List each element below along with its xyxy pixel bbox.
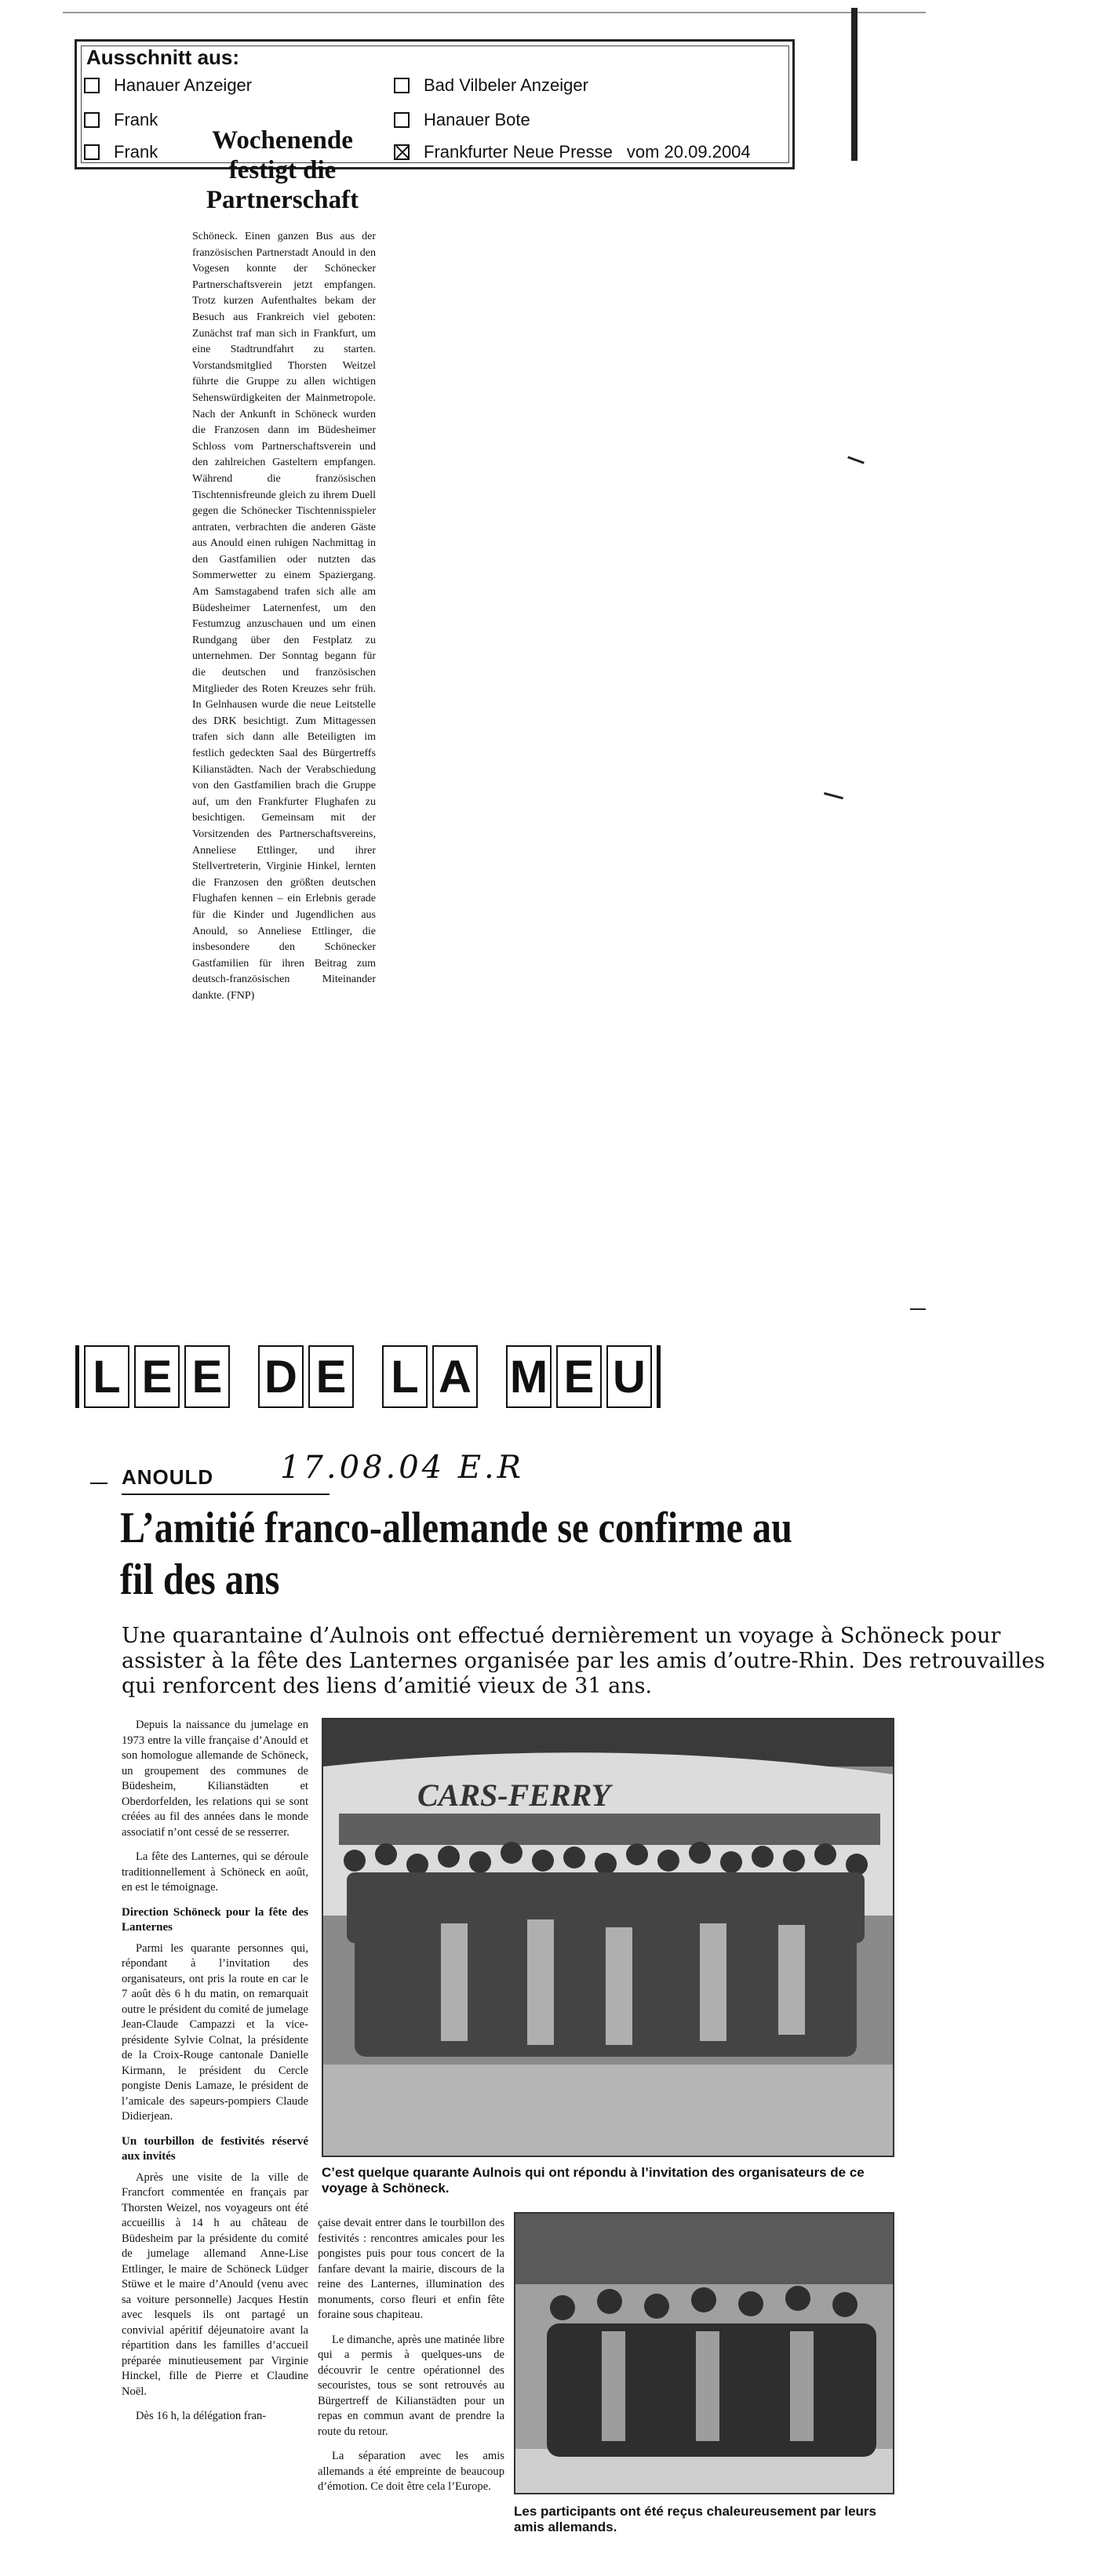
subheading: Un tourbillon de festivités réservé aux invités [122,2134,308,2163]
article2-column-1 [122,1718,308,2434]
masthead-word [382,1345,478,1408]
source-option [84,110,158,130]
scan-edge-mark [851,8,858,161]
source-label: Bad Vilbeler Anzeiger [424,75,588,95]
bus-sign: CARS-FERRY [417,1777,611,1813]
checkbox-icon [84,112,100,128]
paragraph: La fête des Lanternes, qui se déroule traditionnellement à Schöneck en août, en est le témoignage. [122,1850,308,1894]
masthead-letter: M [506,1345,552,1408]
participants-photo-illustration [515,2214,893,2493]
masthead-word [75,1345,230,1408]
paragraph: La séparation avec les amis allemands a été empreinte de beaucoup d’émotion. Ce doit être cela l’Europe. [318,2450,504,2493]
checkbox-icon [394,112,410,128]
participants-photo [514,2212,894,2494]
section-label: ANOULD [122,1465,214,1489]
masthead-letter: E [184,1345,230,1408]
handwritten-date: 17.08.04 E.R [280,1450,524,1486]
article2-column-2 [318,2216,504,2505]
source-label: Hanauer Anzeiger [114,75,253,95]
masthead-letter: E [134,1345,180,1408]
masthead-letter: E [556,1345,602,1408]
article1-body: Schöneck. Einen ganzen Bus aus der französischen Partnerstadt Anould in den Vogesen konnte der Schönecker Partnerschaftsverein jetzt empfangen. Trotz kurzen Aufenthaltes bekam der Besuch aus Frankreich viel geboten: Zunächst traf man sich in Frankfurt, um eine Stadtrundfahrt zu starten. Vorstandsmitglied Thorsten Weitzel führte die Gruppe zu allen wichtigen Sehenswürdigkeiten der Mainmetropole. Nach der Ankunft in Schöneck wurden die Franzosen dann im Büdesheimer Schloss vom Partnerschaftsverein und den zahlreichen Gasteltern empfangen. Während die französischen Tischtennisfreunde gleich zu ihrem Duell gegen die Schönecker Tischtennisspieler antraten, verbrachten die anderen Gäste aus Anould einen ruhigen Nachmittag in den Gastfamilien oder nutzten das Sommerwetter zu einem Spaziergang. Am Samstagabend trafen sich alle am Büdesheimer Laternenfest, um den Festumzug anzuschauen und um einen Rundgang über den Festplatz zu unternehmen. Der Sonntag begann für die deutschen und französischen Mitglieder des Roten Kreuzes sehr früh. In Gelnhausen wurde die neue Leitstelle des DRK besichtigt. Zum Mittagessen trafen sich dann alle Beteiligten im festlich gedeckten Saal des Bürgertreffs Kilianstädten. Nach der Verabschiedung von den Gastfamilien brach die Gruppe auf, um den Frankfurter Flughafen zu besichtigen. Gemeinsam mit der Vorsitzenden des Partnerschaftsvereins, Anneliese Ettlinger, und ihrer Stellvertreterin, Virginie Hinkel, lernten die Franzosen den größten deutschen Flughafen kennen – ein Erlebnis gerade für die Kinder und Jugendlichen aus Anould, so Anneliese Ettlinger, die insbesondere den Schönecker Gastfamilien für ihren Beitrag zum deutsch-französischen Miteinander dankte. (FNP) [192,231,376,1002]
source-label: Frank [114,110,158,129]
masthead-letter: L [84,1345,129,1408]
masthead-letter: A [432,1345,478,1408]
article1-headline: Wochenende festigt die Partnerschaft [206,126,359,214]
clipping-date: vom 20.09.2004 [626,142,751,162]
source-option [394,110,530,130]
masthead-letter: U [606,1345,652,1408]
section-rule [122,1494,330,1495]
paragraph: Le dimanche, après une matinée libre qui a permis à quelques-uns de découvrir le centre opérationnel des secouristes, tous se sont retrouvés au Bürgertreff de Kilianstädten pour un repas en commun avant de prendre la route du retour. [318,2333,504,2438]
masthead-letter: E [308,1345,354,1408]
checkbox-icon [84,144,100,160]
paragraph: Après une visite de la ville de Francfort commentée en français par Thorsten Weizel, nos voyageurs ont été accueillis à 14 h au château de Büdesheim par la présidente du comité de jumelage allemand Anne-Lise Ettlinger, le maire de Schöneck Lüdger Stüwe et le maire d’Anould (venu avec sa voiture personnelle) Jacques Hestin avec lesquels ils ont partagé un convivial apéritif déjeunatoire avant la répartition dans les familles d’accueil préparée minutieusement par Virginie Hinckel, fille de Pierre et Claudine Noël. [122,2170,308,2398]
paragraph: çaise devait entrer dans le tourbillon des festivités : rencontres amicales pour les pongistes puis pour tous concert de la fanfare devant la mairie, discours de la reine des Lanternes, illumination des monuments, corso fleuri et enfin fête foraine sous chapiteau. [318,2217,504,2321]
scan-edge-mark [824,792,843,799]
masthead-letter: L [382,1345,428,1408]
source-label: Frankfurter Neue Presse [424,142,613,162]
subheading: Direction Schöneck pour la fête des Lanternes [122,1905,308,1934]
article2-chapeau: Une quarantaine d’Aulnois ont effectué dernièrement un voyage à Schöneck pour assister à la fête des Lanternes organisée par les amis d’outre-Rhin. Des retrouvailles qui renforcent des liens d’amitié vieux de 31 ans. [122,1624,1046,1698]
source-option [84,142,158,162]
clipping-title: Ausschnitt aus: [86,45,240,69]
scan-edge-mark [847,456,865,464]
source-option [84,75,252,96]
scan-edge-mark [63,12,926,13]
masthead-bar [75,1345,79,1408]
paragraph: Parmi les quarante personnes qui, répondant à l’invitation des organisateurs, ont pris la route en car le 7 août dès 6 h du matin, on remarquait outre le président du comité de jumelage Jean-Claude Campazzi et la vice-présidente Sylvie Colnat, la présidente de la Croix-Rouge cantonale Danielle Kirmann, le président du Cercle pongiste Denis Lamaze, le président de l’amicale des sapeurs-pompiers Claude Didierjean. [122,1941,308,2123]
masthead-word [506,1345,661,1408]
paragraph: Dès 16 h, la délégation fran- [136,2410,267,2422]
group-photo-bus [322,1718,894,2157]
photo2-caption: Les participants ont été reçus chaleureusement par leurs amis allemands. [514,2504,876,2534]
masthead-bar [657,1345,661,1408]
article2-headline: L’amitié franco-allemande se confirme au fil des ans [120,1504,792,1604]
paragraph: Depuis la naissance du jumelage en 1973 entre la ville française d’Anould et son homologue allemande de Schöneck, un groupement des communes de Büdesheim, Kilianstädten et Oberdorfelden, les relations qui se sont créées au fil des années dans le monde associatif n’ont cessé de se resserrer. [122,1719,308,1839]
source-option [394,75,588,96]
source-label: Frank [114,142,158,162]
section-dash [90,1483,107,1484]
source-option [394,142,751,162]
scan-edge-mark [910,1308,926,1310]
masthead-letter: D [258,1345,304,1408]
group-photo-illustration [323,1719,893,2156]
photo1-caption: C’est quelque quarante Aulnois qui ont répondu à l’invitation des organisateurs de ce voyage à Schöneck. [322,2165,865,2196]
masthead-word [258,1345,354,1408]
newspaper-masthead [75,1345,661,1408]
checkbox-icon [394,78,410,93]
checked-box-icon [394,144,410,160]
checkbox-icon [84,78,100,93]
source-label: Hanauer Bote [424,110,530,129]
